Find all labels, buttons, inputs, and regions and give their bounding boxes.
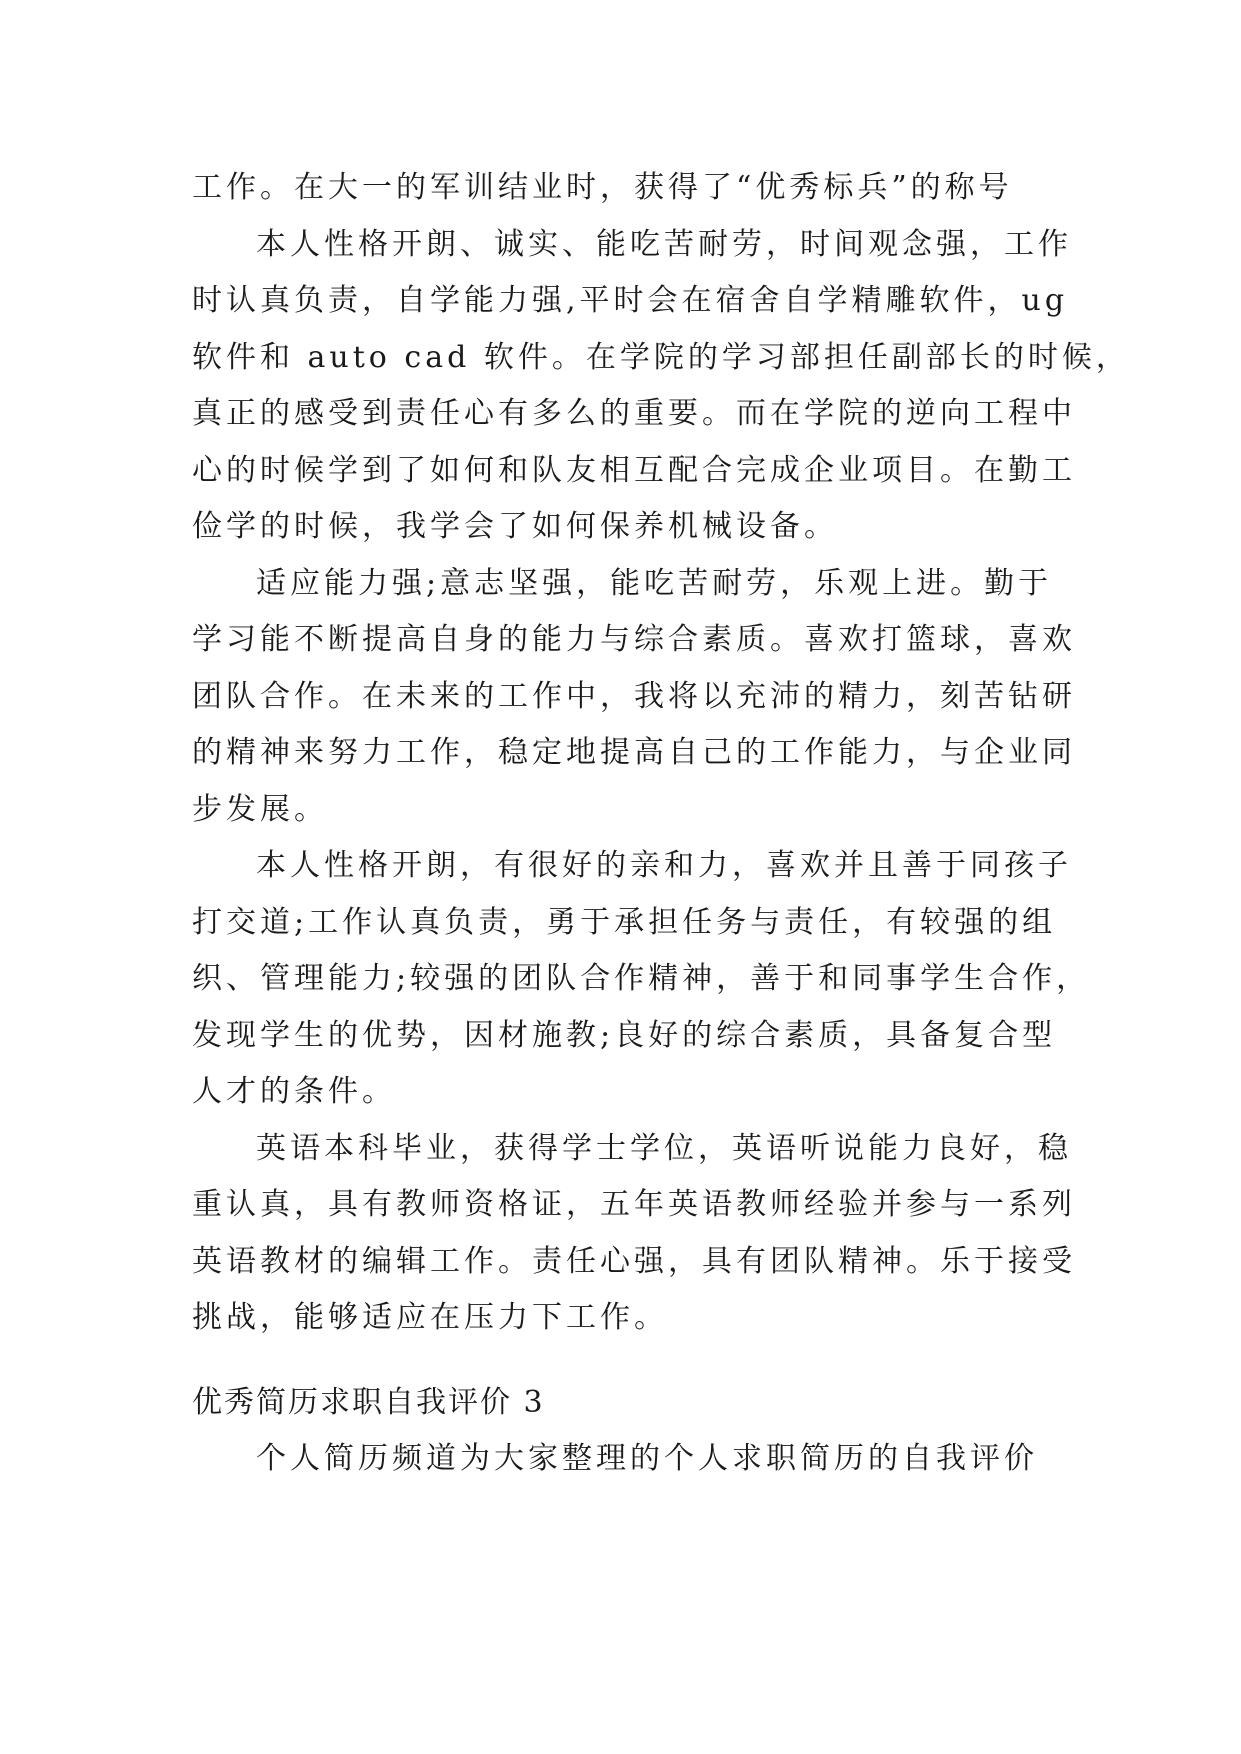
text-line: 团队合作。在未来的工作中，我将以充沛的精力，刻苦钻研 xyxy=(192,678,1076,714)
text-line: 挑战，能够适应在压力下工作。 xyxy=(192,1300,668,1335)
paragraph-first-line: 个人简历频道为大家整理的个人求职简历的自我评价 xyxy=(256,1441,1038,1476)
text-line: 时认真负责，自学能力强,平时会在宿舍自学精雕软件，ug xyxy=(192,283,1069,318)
text-line: 心的时候学到了如何和队友相互配合完成企业项目。在勤工 xyxy=(192,452,1076,488)
section-heading: 优秀简历求职自我评价 3 xyxy=(192,1384,545,1420)
paragraph-first-line: 英语本科毕业，获得学士学位，英语听说能力良好，稳 xyxy=(256,1130,1072,1166)
text-line: 重认真，具有教师资格证，五年英语教师经验并参与一系列 xyxy=(192,1187,1076,1222)
paragraph-first-line: 适应能力强;意志坚强，能吃苦耐劳，乐观上进。勤于 xyxy=(256,565,1053,601)
text-line: 俭学的时候，我学会了如何保养机械设备。 xyxy=(192,509,838,544)
text-line: 英语教材的编辑工作。责任心强，具有团队精神。乐于接受 xyxy=(192,1243,1076,1279)
text-line: 工作。在大一的军训结业时，获得了“优秀标兵”的称号 xyxy=(192,170,1013,205)
text-line: 的精神来努力工作，稳定地提高自己的工作能力，与企业同 xyxy=(192,735,1076,770)
text-line: 软件和 auto cad 软件。在学院的学习部担任副部长的时候， xyxy=(192,339,1130,375)
paragraph-first-line: 本人性格开朗、诚实、能吃苦耐劳，时间观念强，工作 xyxy=(256,226,1072,262)
text-line: 步发展。 xyxy=(192,791,328,827)
text-line: 真正的感受到责任心有多么的重要。而在学院的逆向工程中 xyxy=(192,396,1076,431)
paragraph-first-line: 本人性格开朗，有很好的亲和力，喜欢并且善于同孩子 xyxy=(256,848,1072,883)
document-body xyxy=(192,160,1130,1488)
text-line: 打交道;工作认真负责，勇于承担任务与责任，有较强的组 xyxy=(192,904,1057,940)
text-line: 发现学生的优势，因材施教;良好的综合素质，具备复合型 xyxy=(192,1017,1057,1053)
text-line: 人才的条件。 xyxy=(192,1074,396,1109)
section-gap xyxy=(192,1347,1050,1375)
text-line: 织、管理能力;较强的团队合作精神，善于和同事学生合作， xyxy=(192,961,1091,996)
text-line: 学习能不断提高自身的能力与综合素质。喜欢打篮球，喜欢 xyxy=(192,622,1076,657)
